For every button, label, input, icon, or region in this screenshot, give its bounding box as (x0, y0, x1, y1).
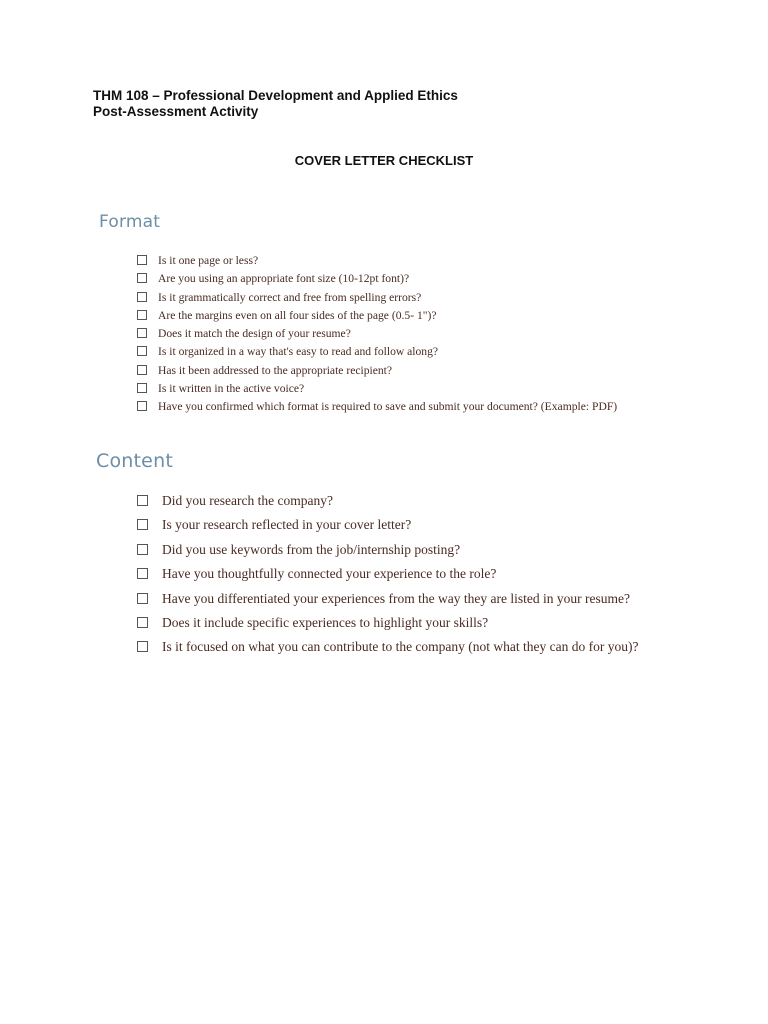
document-header (93, 88, 458, 120)
checklist-item-label: Are you using an appropriate font size (10-12pt font)? (158, 272, 410, 286)
content-item (137, 635, 639, 659)
checklist-item-label: Is it written in the active voice? (158, 382, 305, 396)
format-item (137, 325, 617, 343)
content-item (137, 562, 639, 586)
checklist-item-label: Did you research the company? (162, 493, 333, 508)
checkbox-icon[interactable] (137, 292, 147, 302)
course-title: THM 108 – Professional Development and Applied Ethics (93, 88, 458, 103)
content-checklist (137, 489, 639, 660)
format-item (137, 307, 617, 325)
format-item (137, 380, 617, 398)
checkbox-icon[interactable] (137, 346, 147, 356)
checklist-item-label: Does it include specific experiences to highlight your skills? (162, 614, 489, 630)
content-item (137, 587, 639, 611)
format-section-heading: Format (99, 212, 161, 232)
checklist-item-label: Have you thoughtfully connected your experience to the role? (162, 566, 497, 582)
checklist-item-label: Is it grammatically correct and free from spelling errors? (158, 290, 422, 304)
format-item (137, 252, 617, 270)
checkbox-icon[interactable] (137, 617, 148, 628)
checkbox-icon[interactable] (137, 365, 147, 375)
checkbox-icon[interactable] (137, 328, 147, 338)
content-item (137, 538, 639, 562)
format-item (137, 398, 617, 416)
checklist-item-label: Has it been addressed to the appropriate recipient? (158, 363, 393, 377)
checkbox-icon[interactable] (137, 495, 148, 506)
format-item (137, 289, 617, 307)
checklist-item-label: Have you confirmed which format is required to save and submit your document? (Example: PDF) (158, 400, 618, 414)
checklist-item-label: Is your research reflected in your cover letter? (162, 517, 412, 533)
format-checklist (137, 252, 617, 417)
content-item (137, 513, 639, 537)
checkbox-icon[interactable] (137, 383, 147, 393)
checkbox-icon[interactable] (137, 544, 148, 555)
checklist-item-label: Is it focused on what you can contribute to the company (not what they can do for you)? (162, 639, 639, 655)
checkbox-icon[interactable] (137, 641, 148, 652)
checklist-item-label: Does it match the design of your resume? (158, 327, 351, 341)
format-item (137, 270, 617, 288)
checkbox-icon[interactable] (137, 568, 148, 579)
checklist-item-label: Are the margins even on all four sides of the page (0.5- 1")? (158, 308, 437, 322)
page-title: COVER LETTER CHECKLIST (294, 153, 474, 168)
content-item (137, 611, 639, 635)
checkbox-icon[interactable] (137, 401, 147, 411)
checkbox-icon[interactable] (137, 255, 147, 265)
checklist-item-label: Have you differentiated your experiences from the way they are listed in your resume? (162, 590, 630, 606)
content-item (137, 489, 639, 513)
format-item (137, 343, 617, 361)
checklist-item-label: Is it organized in a way that's easy to read and follow along? (158, 345, 439, 359)
activity-title: Post-Assessment Activity (93, 104, 259, 119)
content-section-heading: Content (96, 450, 173, 472)
checklist-item-label: Is it one page or less? (158, 254, 259, 267)
checkbox-icon[interactable] (137, 273, 147, 283)
checkbox-icon[interactable] (137, 519, 148, 530)
checkbox-icon[interactable] (137, 310, 147, 320)
checklist-item-label: Did you use keywords from the job/internship posting? (162, 541, 461, 557)
format-item (137, 362, 617, 380)
checkbox-icon[interactable] (137, 593, 148, 604)
